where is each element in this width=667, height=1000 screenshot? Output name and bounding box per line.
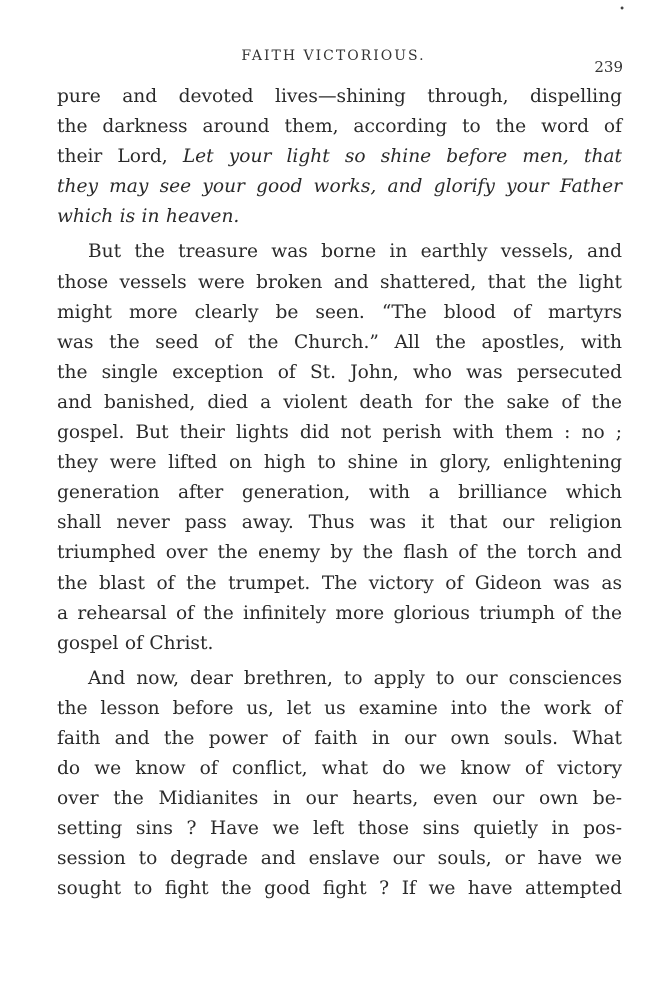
corner-mark: • [619, 4, 625, 15]
text-line: the lesson before us, let us examine into the work of [57, 697, 622, 719]
text-line: session to degrade and enslave our souls, or have we [57, 848, 622, 870]
text-line: the single exception of St. John, who was persecuted [57, 361, 622, 383]
text-line-mixed [57, 142, 622, 172]
text-line: But the treasure was borne in earthly vessels, and [88, 241, 622, 263]
text-line: triumphed over the enemy by the flash of the torch and [57, 542, 622, 564]
text-line: do we know of conflict, what do we know of victory [57, 758, 622, 780]
text-line: And now, dear brethren, to apply to our consciences [88, 667, 622, 689]
body-text [57, 82, 622, 905]
text-line: they were lifted on high to shine in glory, enlightening [57, 452, 622, 474]
text-line: the darkness around them, according to the word of [57, 116, 622, 138]
text-line: setting sins ? Have we left those sins quietly in pos- [57, 818, 622, 840]
italic-quote-line: which is in heaven. [57, 206, 240, 228]
text-line: generation after generation, with a brilliance which [57, 482, 622, 504]
text-line: those vessels were broken and shattered, that the light [57, 271, 622, 293]
text-line: shall never pass away. Thus was it that our religion [57, 512, 622, 534]
text-line: a rehearsal of the infinitely more glorious triumph of the [57, 602, 622, 624]
text-line: the blast of the trumpet. The victory of Gideon was as [57, 572, 622, 594]
text-line: pure and devoted lives—shining through, dispelling [57, 86, 622, 107]
italic-quote-line: they may see your good works, and glorify your Father [57, 176, 622, 198]
text-line: gospel. But their lights did not perish with them : no ; [57, 422, 622, 444]
paragraph-1 [57, 82, 622, 232]
text-line: faith and the power of faith in our own souls. What [57, 727, 622, 749]
text-line: might more clearly be seen. “The blood of martyrs [57, 301, 622, 323]
text-line: and banished, died a violent death for the sake of the [57, 391, 622, 413]
text-line: sought to fight the good fight ? If we have attempted [57, 878, 622, 900]
text-line: gospel of Christ. [57, 632, 214, 654]
text-line: was the seed of the Church.” All the apostles, with [57, 331, 622, 353]
text-run: their Lord, [57, 146, 183, 168]
italic-quote: Let your light so shine before men, that [182, 146, 622, 168]
paragraph-3 [57, 664, 622, 905]
paragraph-2 [57, 237, 622, 658]
running-title: FAITH VICTORIOUS. [241, 48, 426, 64]
page-number: 239 [594, 58, 623, 76]
text-line: over the Midianites in our hearts, even our own be- [57, 788, 622, 810]
